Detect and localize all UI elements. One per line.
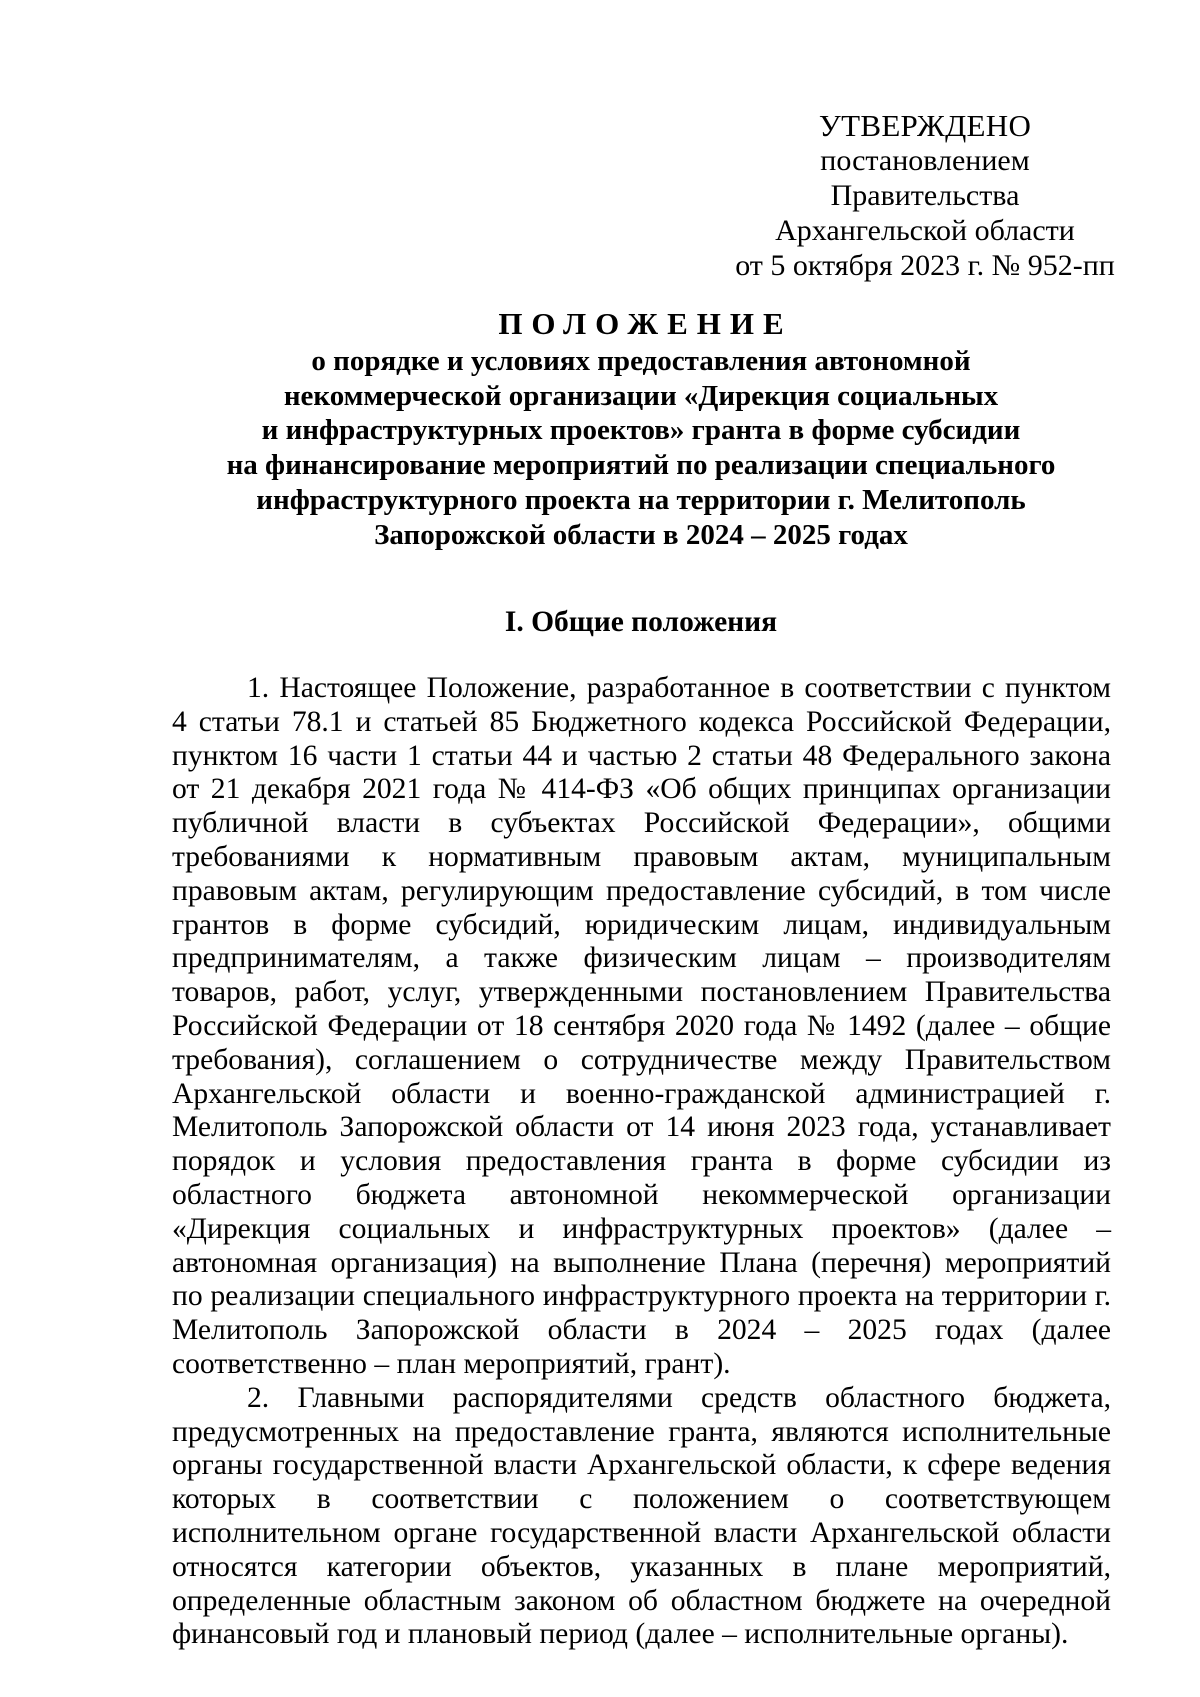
- subtitle-line: некоммерческой организации «Дирекция социальных: [283, 379, 999, 412]
- document-title: [171, 304, 1111, 552]
- subtitle-line: инфраструктурного проекта на территории г. Мелитополь: [256, 483, 1026, 516]
- approval-line-1: постановлением Правительства: [820, 144, 1030, 212]
- subtitle-line: о порядке и условиях предоставления автономной: [311, 345, 971, 377]
- approval-block: [725, 108, 1125, 283]
- subtitle-line: на финансирование мероприятий по реализации специального: [226, 449, 1056, 482]
- approval-line-3: от 5 октября 2023 г. № 952-пп: [735, 249, 1115, 282]
- document-body: [172, 672, 1111, 1652]
- subtitle-line: Запорожской области в 2024 – 2025 годах: [374, 518, 908, 551]
- approval-stamp: УТВЕРЖДЕНО: [818, 108, 1032, 143]
- document-heading: ПОЛОЖЕНИЕ: [498, 306, 793, 341]
- approval-line-2: Архангельской области: [775, 214, 1075, 247]
- paragraph-1: 1. Настоящее Положение, разработанное в соответствии с пунктом 4 статьи 78.1 и статьей 85 Бюджетного кодекса Российской Федерации, пунктом 16 части 1 статьи 44 и частью 2 статьи 48 Федерального закона от 21 декабря 2021 года № 414-ФЗ «Об общих принципах организации публичной власти в субъектах Российской Федерации», общими требованиями к нормативным правовым актам, муниципальным правовым актам, регулирующим предоставление субсидий, в том числе грантов в форме субсидий, юридическим лицам, индивидуальным предпринимателям, а также физическим лицам – производителям товаров, работ, услуг, утвержденными постановлением Правительства Российской Федерации от 18 сентября 2020 года № 1492 (далее – общие требования), соглашением о сотрудничестве между Правительством Архангельской области и военно-гражданской администрацией г. Мелитополь Запорожской области от 14 июня 2023 года, устанавливает порядок и условия предоставления гранта в форме субсидии из областного бюджета автономной некоммерческой организации «Дирекция социальных и инфраструктурных проектов» (далее – автономная организация) на выполнение Плана (перечня) мероприятий по реализации специального инфраструктурного проекта на территории г. Мелитополь Запорожской области в 2024 – 2025 годах (далее соответственно – план мероприятий, грант).: [172, 672, 1111, 1380]
- subtitle-line: и инфраструктурных проектов» гранта в форме субсидии: [261, 414, 1021, 447]
- section-heading: I. Общие положения: [504, 606, 778, 638]
- paragraph-2: 2. Главными распорядителями средств областного бюджета, предусмотренных на предоставление гранта, являются исполнительные органы государственной власти Архангельской области, к сфере ведения которых в соответствии с положением о соответствующем исполнительном органе государственной власти Архангельской области относятся категории объектов, указанных в плане мероприятий, определенные областным законом об областном бюджете на очередной финансовый год и плановый период (далее – исполнительные органы).: [172, 1381, 1111, 1651]
